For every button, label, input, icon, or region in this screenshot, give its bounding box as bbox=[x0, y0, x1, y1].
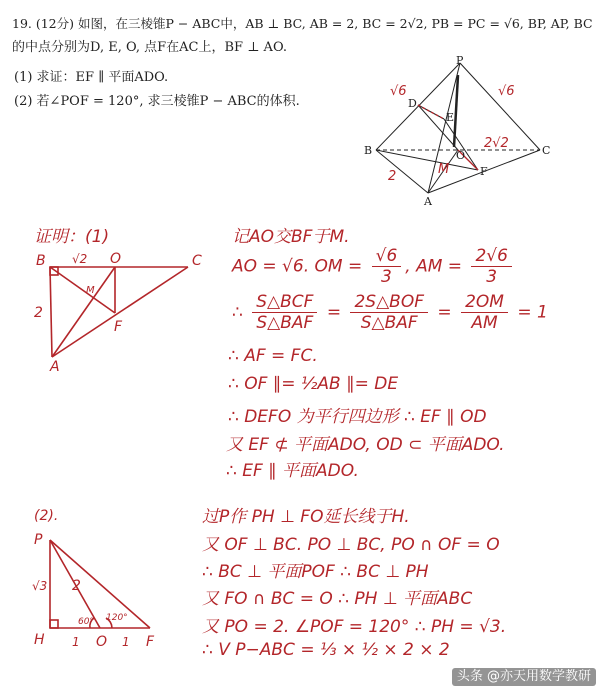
f3-den: AM bbox=[471, 313, 498, 333]
problem-part1: (1) 求证：EF ∥ 平面ADO. bbox=[14, 70, 169, 85]
p2-ho: 1 bbox=[72, 635, 80, 649]
proof2-line5: ∴ V P−ABC = ⅓ × ½ × 2 × 2 bbox=[202, 640, 450, 660]
label-pb: √6 bbox=[390, 84, 407, 99]
proof1-line5: 又 EF ⊄ 平面ADO, OD ⊂ 平面ADO. bbox=[226, 435, 505, 455]
eq1: = bbox=[326, 302, 342, 323]
p1-M: M bbox=[86, 285, 95, 296]
p2-of: 1 bbox=[122, 635, 130, 649]
am-num: 2√6 bbox=[471, 246, 511, 267]
label-oc: 2√2 bbox=[484, 136, 509, 151]
p2-O: O bbox=[96, 634, 108, 650]
result: = 1 bbox=[517, 302, 548, 323]
label-O: O bbox=[456, 149, 466, 162]
fraction-1 bbox=[252, 292, 317, 333]
proof2-line2: ∴ BC ⊥ 平面POF ∴ BC ⊥ PH bbox=[202, 562, 429, 582]
label-P: P bbox=[456, 55, 464, 67]
problem-part2: (2) 若∠POF = 120°, 求三棱锥P − ABC的体积. bbox=[14, 94, 300, 109]
proof2-diagram bbox=[28, 528, 178, 658]
label-E: E bbox=[446, 111, 455, 124]
f2-den: S△BAF bbox=[360, 313, 418, 333]
am-fraction bbox=[471, 246, 511, 287]
p2-a1: 60° bbox=[78, 617, 94, 627]
proof1-line4: ∴ DEFO 为平行四边形 ∴ EF ∥ OD bbox=[228, 407, 487, 427]
p2-a2: 120° bbox=[106, 613, 128, 623]
p1-bo: √2 bbox=[72, 252, 88, 266]
p2-F: F bbox=[146, 634, 155, 650]
f3-num: 2OM bbox=[461, 292, 508, 313]
om-fraction bbox=[372, 246, 402, 287]
proof1-line3: ∴ OF ∥= ½AB ∥= DE bbox=[228, 374, 399, 394]
p2-P: P bbox=[34, 532, 43, 548]
am-den: 3 bbox=[486, 267, 498, 287]
label-D: D bbox=[408, 97, 417, 110]
p1-ab: 2 bbox=[34, 305, 43, 321]
label-ab: 2 bbox=[388, 169, 397, 184]
am-text: , AM = bbox=[405, 256, 468, 277]
label-C: C bbox=[542, 144, 551, 157]
proof2-label: (2). bbox=[34, 508, 59, 524]
watermark: 头条 @亦天用数学教研 bbox=[452, 668, 596, 686]
proof2-line3: 又 FO ∩ BC = O ∴ PH ⊥ 平面ABC bbox=[202, 589, 473, 609]
f1-num: S△BCF bbox=[252, 292, 317, 313]
fraction-2 bbox=[350, 292, 428, 333]
om-num: √6 bbox=[372, 246, 402, 267]
proof2-line0: 过P作 PH ⊥ FO延长线于H. bbox=[202, 507, 410, 527]
proof1-line2: ∴ AF = FC. bbox=[228, 346, 318, 366]
proof1-label: 证明：(1) bbox=[34, 227, 110, 247]
label-B: B bbox=[364, 144, 373, 157]
fraction-3 bbox=[461, 292, 508, 333]
label-pc: √6 bbox=[498, 84, 515, 99]
proof1-line6: ∴ EF ∥ 平面ADO. bbox=[226, 461, 359, 481]
eq2: = bbox=[437, 302, 452, 323]
f1-den: S△BAF bbox=[256, 313, 314, 333]
proof1-line0: 记AO交BF于M. bbox=[232, 227, 350, 247]
label-A: A bbox=[424, 195, 432, 205]
therefore: ∴ bbox=[232, 302, 243, 323]
f2-num: 2S△BOF bbox=[350, 292, 428, 313]
ao-text: AO = √6. OM = bbox=[232, 256, 368, 277]
label-M: M bbox=[438, 162, 450, 177]
proof1-line1 bbox=[232, 246, 516, 287]
om-den: 3 bbox=[381, 267, 392, 287]
proof2-line4: 又 PO = 2. ∠POF = 120° ∴ PH = √3. bbox=[202, 617, 507, 637]
p1-F: F bbox=[114, 319, 123, 335]
p2-H: H bbox=[34, 632, 45, 648]
proof1-ratio bbox=[232, 292, 548, 333]
pyramid-figure bbox=[360, 55, 560, 205]
p2-ph: √3 bbox=[32, 579, 48, 593]
p2-po: 2 bbox=[72, 578, 81, 594]
problem-line1: 19. (12分) 如图，在三棱锥P − ABC中，AB ⊥ BC, AB = 2, BC = 2√2, PB = PC = √6, BP, AP, BC bbox=[12, 16, 593, 31]
label-F: F bbox=[480, 165, 488, 178]
p1-B: B bbox=[36, 253, 46, 269]
p1-C: C bbox=[192, 253, 202, 269]
proof2-line1: 又 OF ⊥ BC. PO ⊥ BC, PO ∩ OF = O bbox=[202, 535, 500, 555]
proof1-diagram bbox=[30, 245, 210, 375]
p1-O: O bbox=[110, 251, 122, 267]
p1-A: A bbox=[50, 359, 60, 375]
problem-line2: 的中点分别为D, E, O, 点F在AC上，BF ⊥ AO. bbox=[12, 40, 287, 55]
